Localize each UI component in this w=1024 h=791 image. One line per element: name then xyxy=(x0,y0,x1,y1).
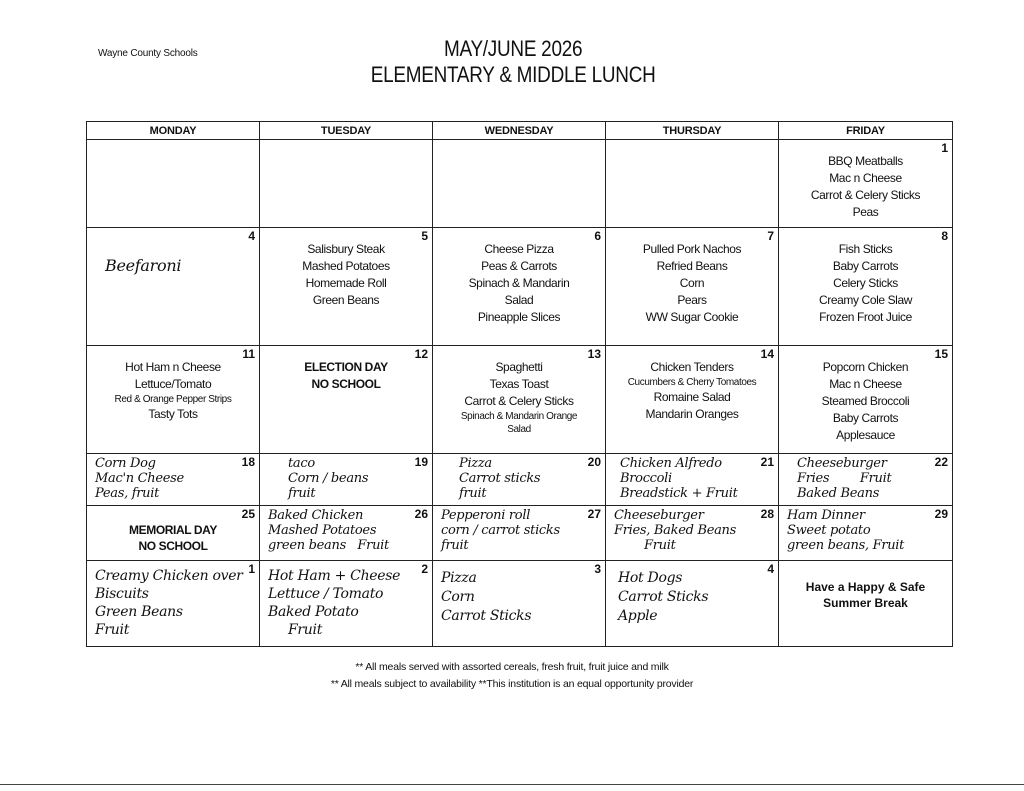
day-number: 2 xyxy=(421,562,428,576)
menu-item: Popcorn Chicken xyxy=(822,360,909,374)
summer-break-message xyxy=(779,561,952,611)
day-cell xyxy=(87,346,260,454)
title-menu-type: ELEMENTARY & MIDDLE LUNCH xyxy=(370,62,656,87)
menu-item: Pineapple Slices xyxy=(477,310,561,324)
menu-item: Pepperoni roll xyxy=(441,508,531,523)
menu-item: Corn xyxy=(441,589,475,605)
menu-item: Applesauce xyxy=(836,428,895,442)
menu-item: Lettuce/Tomato xyxy=(134,377,212,391)
menu-item: Creamy Chicken over xyxy=(95,568,243,584)
day-cell xyxy=(606,506,779,561)
menu-item: Refried Beans xyxy=(656,259,728,273)
menu-items xyxy=(433,346,605,436)
menu-item: Baked Beans xyxy=(797,486,880,501)
day-cell xyxy=(779,454,953,506)
menu-item: Carrot Sticks xyxy=(618,589,709,605)
no-school-notice xyxy=(87,506,259,554)
menu-item: Fries, Baked Beans xyxy=(614,523,736,538)
day-number: 4 xyxy=(767,562,774,576)
menu-item: Corn / beans xyxy=(288,471,369,486)
lunch-calendar xyxy=(86,121,953,647)
day-number: 20 xyxy=(587,455,601,469)
menu-item: Lettuce / Tomato xyxy=(268,586,384,602)
day-cell xyxy=(260,561,433,647)
day-cell xyxy=(433,506,606,561)
day-number: 13 xyxy=(587,347,601,361)
menu-item: Peas & Carrots xyxy=(481,259,557,273)
menu-item: Mac'n Cheese xyxy=(95,471,184,486)
menu-item: Frozen Froot Juice xyxy=(819,310,912,324)
menu-items xyxy=(779,140,952,221)
menu-item: Fruit xyxy=(95,622,130,638)
day-cell xyxy=(433,346,606,454)
day-cell xyxy=(606,346,779,454)
menu-items xyxy=(606,228,778,326)
day-number: 18 xyxy=(241,455,255,469)
day-cell xyxy=(606,454,779,506)
header-friday: FRIDAY xyxy=(779,122,953,140)
day-number: 29 xyxy=(934,507,948,521)
week-row xyxy=(87,561,953,647)
week-row xyxy=(87,228,953,346)
menu-item: NO SCHOOL xyxy=(311,377,381,391)
day-number: 1 xyxy=(248,562,255,576)
menu-item: Pears xyxy=(677,293,707,307)
menu-item: Salad xyxy=(504,293,534,307)
day-cell xyxy=(87,506,260,561)
menu-item: Broccoli xyxy=(620,471,672,486)
day-cell xyxy=(87,454,260,506)
week-row xyxy=(87,140,953,228)
menu-item: Homemade Roll xyxy=(305,276,387,290)
day-cell xyxy=(779,506,953,561)
footer-note-meals: ** All meals served with assorted cereals, fresh fruit, fruit juice and milk xyxy=(355,661,669,673)
menu-item: Chicken Tenders xyxy=(650,360,734,374)
day-cell xyxy=(606,228,779,346)
menu-items-handwritten xyxy=(260,506,432,553)
menu-item: corn / carrot sticks xyxy=(441,523,560,538)
menu-item: Carrot & Celery Sticks xyxy=(464,394,574,408)
menu-item: Baked Potato xyxy=(268,604,359,620)
menu-item: Pizza xyxy=(441,570,477,586)
day-number: 14 xyxy=(760,347,774,361)
menu-item: Fruit xyxy=(288,622,323,638)
menu-item: Mac n Cheese xyxy=(829,377,902,391)
menu-item: Baked Chicken xyxy=(268,508,364,523)
menu-item: Salad xyxy=(507,424,531,435)
day-cell xyxy=(260,454,433,506)
menu-item: Ham Dinner xyxy=(787,508,865,523)
no-school-notice xyxy=(260,346,432,393)
menu-item: MEMORIAL DAY xyxy=(129,523,217,537)
week-row xyxy=(87,346,953,454)
weekday-header-row xyxy=(87,122,953,140)
day-number: 25 xyxy=(241,507,255,521)
menu-items-handwritten xyxy=(87,454,259,501)
menu-item: Spaghetti xyxy=(495,360,543,374)
day-cell xyxy=(260,346,433,454)
day-number: 19 xyxy=(414,455,428,469)
menu-item: Green Beans xyxy=(95,604,183,620)
menu-item: green beans, Fruit xyxy=(787,538,905,553)
menu-items xyxy=(779,346,952,444)
menu-item: Hot Ham n Cheese xyxy=(125,360,221,374)
menu-items-handwritten xyxy=(87,561,259,639)
menu-item: Summer Break xyxy=(823,596,908,610)
menu-item: Beefaroni xyxy=(105,256,182,275)
header-wednesday: WEDNESDAY xyxy=(433,122,606,140)
day-cell-empty xyxy=(260,140,433,228)
day-number: 4 xyxy=(248,229,255,243)
menu-item: WW Sugar Cookie xyxy=(645,310,739,324)
day-number: 26 xyxy=(414,507,428,521)
menu-item: Corn Dog xyxy=(95,456,156,471)
menu-item: Cheese Pizza xyxy=(484,242,554,256)
menu-item: Salisbury Steak xyxy=(307,242,385,256)
menu-item: Chicken Alfredo xyxy=(620,456,722,471)
menu-items xyxy=(87,346,259,423)
menu-item: Baby Carrots xyxy=(832,411,899,425)
menu-item: Creamy Cole Slaw xyxy=(819,293,912,307)
day-number: 3 xyxy=(594,562,601,576)
menu-items-handwritten xyxy=(606,454,778,501)
menu-item: Mashed Potatoes xyxy=(302,259,390,273)
menu-items-handwritten xyxy=(433,454,605,501)
footer-note-availability: ** All meals subject to availability **This institution is an equal opportunity provider xyxy=(330,678,694,690)
menu-item: Green Beans xyxy=(312,293,380,307)
district-name: Wayne County Schools xyxy=(98,48,198,59)
title-month: MAY/JUNE 2026 xyxy=(443,36,583,61)
header-thursday: THURSDAY xyxy=(606,122,779,140)
footer-notes xyxy=(0,659,1024,693)
menu-item: Steamed Broccoli xyxy=(821,394,910,408)
day-number: 28 xyxy=(760,507,774,521)
day-number: 5 xyxy=(421,229,428,243)
menu-item: Red & Orange Pepper Strips xyxy=(114,394,232,405)
menu-item: Fries Fruit xyxy=(797,471,892,486)
menu-item: Texas Toast xyxy=(489,377,549,391)
menu-item: Hot Dogs xyxy=(618,570,683,586)
menu-item: Carrot & Celery Sticks xyxy=(810,188,921,202)
menu-item: Carrot Sticks xyxy=(441,608,532,624)
day-number: 12 xyxy=(414,347,428,361)
menu-item: taco xyxy=(288,456,315,471)
day-number: 7 xyxy=(767,229,774,243)
menu-item: Fruit xyxy=(644,538,676,553)
menu-items xyxy=(260,228,432,309)
day-number: 11 xyxy=(242,347,255,361)
day-number: 21 xyxy=(760,455,774,469)
day-number: 8 xyxy=(941,229,948,243)
day-cell xyxy=(779,228,953,346)
menu-item: Apple xyxy=(618,608,658,624)
menu-items xyxy=(433,228,605,326)
day-cell xyxy=(433,228,606,346)
day-cell-empty xyxy=(87,140,260,228)
menu-items-handwritten xyxy=(433,506,605,553)
header-monday: MONDAY xyxy=(87,122,260,140)
day-number: 27 xyxy=(587,507,601,521)
menu-items-handwritten xyxy=(606,506,778,553)
menu-items-handwritten xyxy=(87,228,259,273)
menu-items-handwritten xyxy=(779,454,952,501)
day-cell xyxy=(779,346,953,454)
day-cell xyxy=(433,561,606,647)
day-number: 6 xyxy=(594,229,601,243)
day-cell xyxy=(87,561,260,647)
menu-item: Cucumbers & Cherry Tomatoes xyxy=(627,377,757,388)
menu-items-handwritten xyxy=(433,561,605,626)
week-row xyxy=(87,454,953,506)
day-cell-empty xyxy=(433,140,606,228)
header-tuesday: TUESDAY xyxy=(260,122,433,140)
menu-item: Peas xyxy=(852,205,879,219)
menu-items-handwritten xyxy=(260,561,432,639)
menu-item: Pizza xyxy=(459,456,492,471)
menu-item: Mac n Cheese xyxy=(829,171,902,185)
menu-item: ELECTION DAY xyxy=(304,360,388,374)
menu-item: fruit xyxy=(288,486,316,501)
menu-item: BBQ Meatballs xyxy=(828,154,903,168)
menu-item: fruit xyxy=(459,486,487,501)
day-cell xyxy=(433,454,606,506)
menu-items-handwritten xyxy=(260,454,432,501)
menu-item: Celery Sticks xyxy=(833,276,898,290)
week-row xyxy=(87,506,953,561)
menu-item: Peas, fruit xyxy=(95,486,160,501)
day-cell xyxy=(779,140,953,228)
menu-item: Have a Happy & Safe xyxy=(805,580,926,594)
menu-items xyxy=(779,228,952,326)
menu-item: Mandarin Oranges xyxy=(645,407,739,421)
menu-items-handwritten xyxy=(606,561,778,626)
day-cell xyxy=(87,228,260,346)
menu-item: Hot Ham + Cheese xyxy=(268,568,401,584)
menu-item: Spinach & Mandarin xyxy=(468,276,570,290)
menu-item: fruit xyxy=(441,538,469,553)
bottom-divider xyxy=(0,784,1024,785)
menu-item: Sweet potato xyxy=(787,523,871,538)
menu-item: Tasty Tots xyxy=(148,407,198,421)
menu-item: Biscuits xyxy=(95,586,149,602)
menu-item: Corn xyxy=(679,276,705,290)
day-number: 22 xyxy=(934,455,948,469)
menu-item: Carrot sticks xyxy=(459,471,541,486)
menu-item: Cheeseburger xyxy=(797,456,887,471)
menu-item: green beans Fruit xyxy=(268,538,389,553)
menu-item: Cheeseburger xyxy=(614,508,704,523)
page-title xyxy=(73,36,954,88)
menu-item: Breadstick + Fruit xyxy=(620,486,738,501)
menu-items xyxy=(606,346,778,423)
menu-items-handwritten xyxy=(779,506,952,553)
menu-item: Fish Sticks xyxy=(838,242,893,256)
day-number: 15 xyxy=(934,347,948,361)
menu-item: NO SCHOOL xyxy=(138,539,208,553)
menu-item: Spinach & Mandarin Orange xyxy=(460,411,578,422)
day-cell xyxy=(260,228,433,346)
day-cell xyxy=(606,561,779,647)
menu-item: Baby Carrots xyxy=(832,259,899,273)
day-cell-empty xyxy=(606,140,779,228)
menu-item: Romaine Salad xyxy=(653,390,731,404)
menu-item: Pulled Pork Nachos xyxy=(642,242,742,256)
day-number: 1 xyxy=(941,141,948,155)
day-cell xyxy=(779,561,953,647)
menu-item: Mashed Potatoes xyxy=(268,523,377,538)
day-cell xyxy=(260,506,433,561)
